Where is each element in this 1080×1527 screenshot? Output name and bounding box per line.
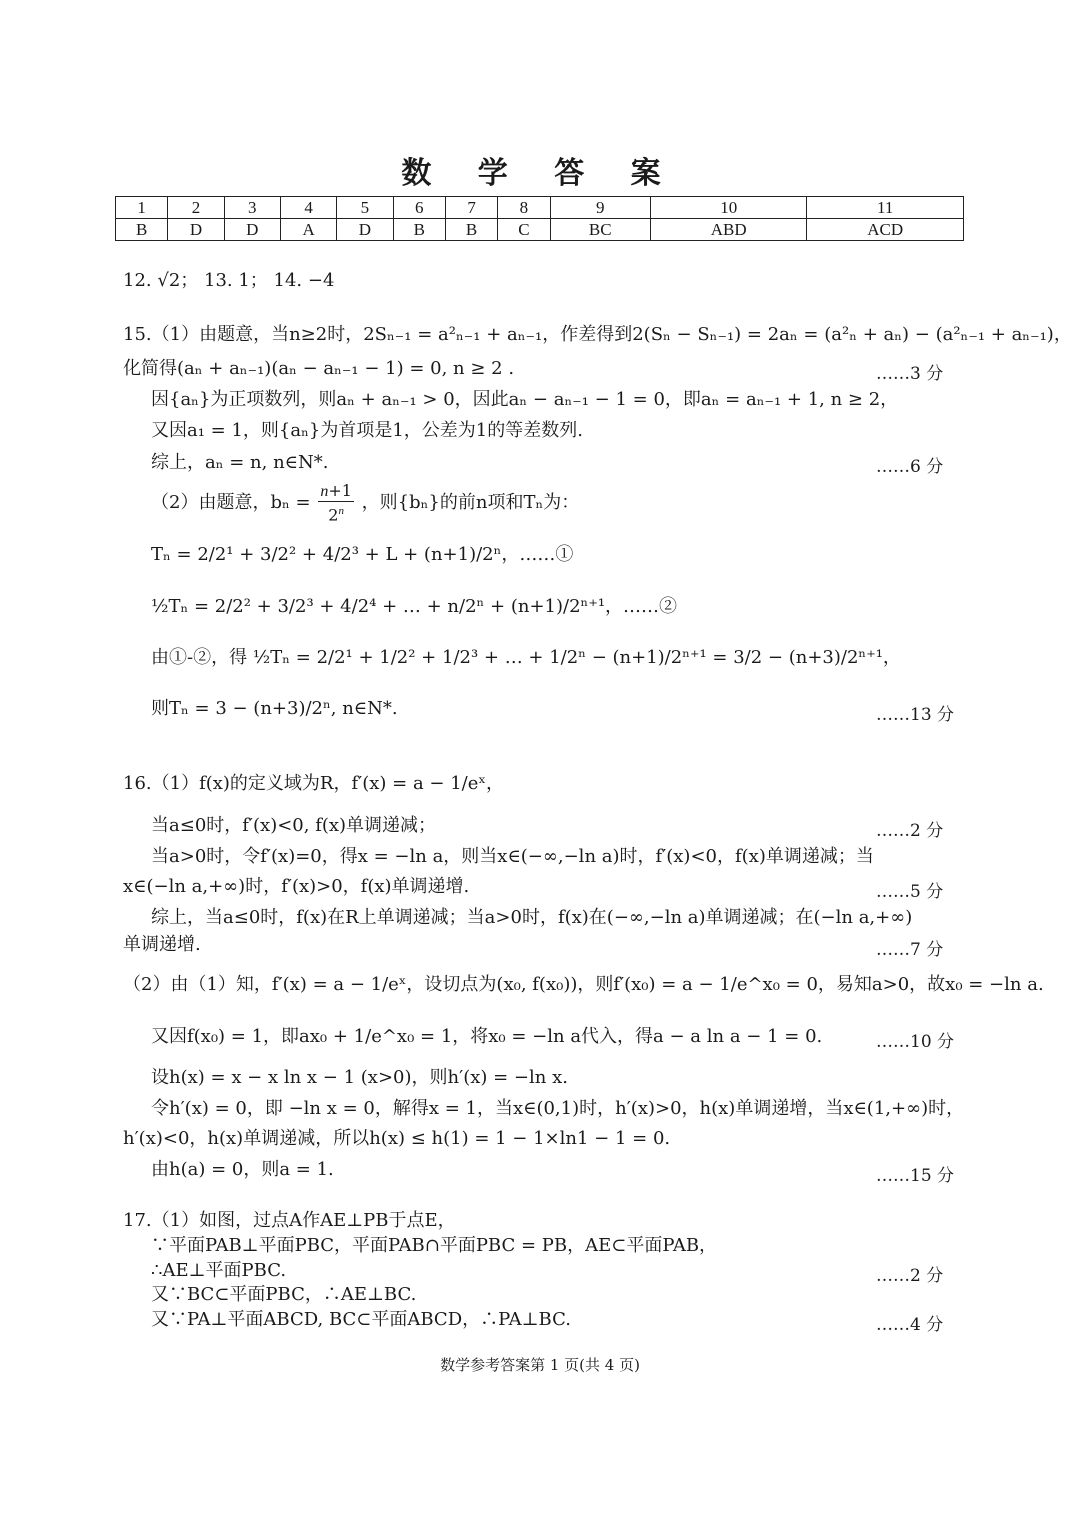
q15-line: 则Tₙ = 3 − (n+3)/2ⁿ, n∈N*. bbox=[151, 698, 398, 719]
fill-in-answers: 12. √2； 13. 1； 14. −4 bbox=[123, 270, 335, 291]
q15-text: ，则{bₙ}的前n项和Tₙ为： bbox=[361, 492, 580, 514]
score-mark: ……15 分 bbox=[876, 1166, 955, 1186]
q15-line: 化简得(aₙ + aₙ₋₁)(aₙ − aₙ₋₁ − 1) = 0, n ≥ 2 . bbox=[123, 358, 515, 379]
q16-line: 由h(a) = 0，则a = 1. bbox=[151, 1159, 334, 1180]
answer-table bbox=[115, 196, 964, 241]
score-mark: ……6 分 bbox=[876, 457, 944, 477]
q16-line: x∈(−ln a,+∞)时，f′(x)>0，f(x)单调递增. bbox=[123, 876, 470, 897]
q16-line: （2）由（1）知，f′(x) = a − 1/eˣ，设切点为(x₀, f(x₀))，则f′(x₀) = a − 1/e^x₀ = 0，易知a>0，故x₀ = −ln a. bbox=[123, 974, 1044, 995]
table-cell: C bbox=[498, 219, 550, 241]
q16-line: 16.（1）f(x)的定义域为R，f′(x) = a − 1/eˣ， bbox=[123, 773, 505, 794]
table-cell: ABD bbox=[650, 219, 806, 241]
score-mark: ……13 分 bbox=[876, 705, 955, 725]
table-row-answers bbox=[116, 219, 964, 241]
table-cell: 3 bbox=[224, 197, 280, 219]
table-cell: 7 bbox=[445, 197, 497, 219]
q17-line: ∵平面PAB⊥平面PBC，平面PAB∩平面PBC = PB，AE⊂平面PAB， bbox=[151, 1235, 718, 1256]
q15-line bbox=[151, 482, 579, 524]
q17-line: 17.（1）如图，过点A作AE⊥PB于点E， bbox=[123, 1210, 456, 1231]
table-cell: B bbox=[445, 219, 497, 241]
score-mark: ……10 分 bbox=[876, 1032, 955, 1052]
table-cell: 9 bbox=[550, 197, 650, 219]
score-mark: ……3 分 bbox=[876, 364, 944, 384]
table-cell: 8 bbox=[498, 197, 550, 219]
table-cell: 1 bbox=[116, 197, 168, 219]
fraction: $\frac{n+1}{2^n}$ bbox=[320, 481, 352, 525]
q15-line: 因{aₙ}为正项数列，则aₙ + aₙ₋₁ > 0，因此aₙ − aₙ₋₁ − 1 = 0，即aₙ = aₙ₋₁ + 1, n ≥ 2， bbox=[151, 389, 899, 410]
q15-line: 15.（1）由题意，当n≥2时，2Sₙ₋₁ = a²ₙ₋₁ + aₙ₋₁，作差得到2(Sₙ − Sₙ₋₁) = 2aₙ = (a²ₙ + aₙ) − (a²ₙ₋₁ + aₙ₋₁)， bbox=[123, 324, 1072, 345]
q16-line: 单调递增. bbox=[123, 934, 201, 955]
q17-line: ∴AE⊥平面PBC. bbox=[151, 1260, 287, 1281]
q17-line: 又∵BC⊂平面PBC，∴AE⊥BC. bbox=[151, 1284, 417, 1305]
table-cell: D bbox=[337, 219, 393, 241]
q15-line: 由①-②，得 ½Tₙ = 2/2¹ + 1/2² + 1/2³ + … + 1/2ⁿ − (n+1)/2ⁿ⁺¹ = 3/2 − (n+3)/2ⁿ⁺¹， bbox=[151, 647, 901, 668]
table-row-numbers bbox=[116, 197, 964, 219]
table-cell: 5 bbox=[337, 197, 393, 219]
score-mark: ……2 分 bbox=[876, 1266, 944, 1286]
q15-line: ½Tₙ = 2/2² + 3/2³ + 4/2⁴ + … + n/2ⁿ + (n+1)/2ⁿ⁺¹，……② bbox=[151, 596, 678, 617]
table-cell: B bbox=[393, 219, 445, 241]
q15-line: 又因a₁ = 1，则{aₙ}为首项是1，公差为1的等差数列. bbox=[151, 420, 583, 441]
q15-line: 综上，aₙ = n, n∈N*. bbox=[151, 452, 329, 473]
table-cell: BC bbox=[550, 219, 650, 241]
score-mark: ……5 分 bbox=[876, 882, 944, 902]
q15-text: （2）由题意，bₙ = bbox=[151, 492, 311, 514]
table-cell: 11 bbox=[807, 197, 964, 219]
q16-line: 令h′(x) = 0，即 −ln x = 0，解得x = 1，当x∈(0,1)时，h′(x)>0，h(x)单调递增，当x∈(1,+∞)时， bbox=[151, 1098, 965, 1119]
table-cell: D bbox=[224, 219, 280, 241]
table-cell: 2 bbox=[168, 197, 224, 219]
score-mark: ……4 分 bbox=[876, 1315, 944, 1335]
table-cell: 4 bbox=[280, 197, 336, 219]
q15-line: Tₙ = 2/2¹ + 3/2² + 4/2³ + L + (n+1)/2ⁿ，……① bbox=[151, 544, 574, 565]
table-cell: 10 bbox=[650, 197, 806, 219]
table-cell: A bbox=[280, 219, 336, 241]
page-title: 数 学 答 案 bbox=[401, 156, 679, 191]
table-cell: B bbox=[116, 219, 168, 241]
q16-line: 设h(x) = x − x ln x − 1 (x>0)，则h′(x) = −ln x. bbox=[151, 1067, 568, 1088]
page-footer: 数学参考答案第 1 页(共 4 页) bbox=[440, 1356, 640, 1374]
table-cell: 6 bbox=[393, 197, 445, 219]
q16-line: 又因f(x₀) = 1，即ax₀ + 1/e^x₀ = 1，将x₀ = −ln a代入，得a − a ln a − 1 = 0. bbox=[151, 1026, 823, 1047]
table-cell: D bbox=[168, 219, 224, 241]
q16-line: h′(x)<0，h(x)单调递减，所以h(x) ≤ h(1) = 1 − 1×ln1 − 1 = 0. bbox=[123, 1128, 671, 1149]
score-mark: ……2 分 bbox=[876, 821, 944, 841]
q16-line: 综上，当a≤0时，f(x)在R上单调递减；当a>0时，f(x)在(−∞,−ln a)单调递减；在(−ln a,+∞) bbox=[151, 907, 913, 928]
q16-line: 当a>0时，令f′(x)=0，得x = −ln a，则当x∈(−∞,−ln a)时，f′(x)<0，f(x)单调递减；当 bbox=[151, 846, 874, 867]
table-cell: ACD bbox=[807, 219, 964, 241]
score-mark: ……7 分 bbox=[876, 940, 944, 960]
q16-line: 当a≤0时，f′(x)<0, f(x)单调递减； bbox=[151, 815, 437, 836]
q17-line: 又∵PA⊥平面ABCD, BC⊂平面ABCD，∴PA⊥BC. bbox=[151, 1309, 571, 1330]
